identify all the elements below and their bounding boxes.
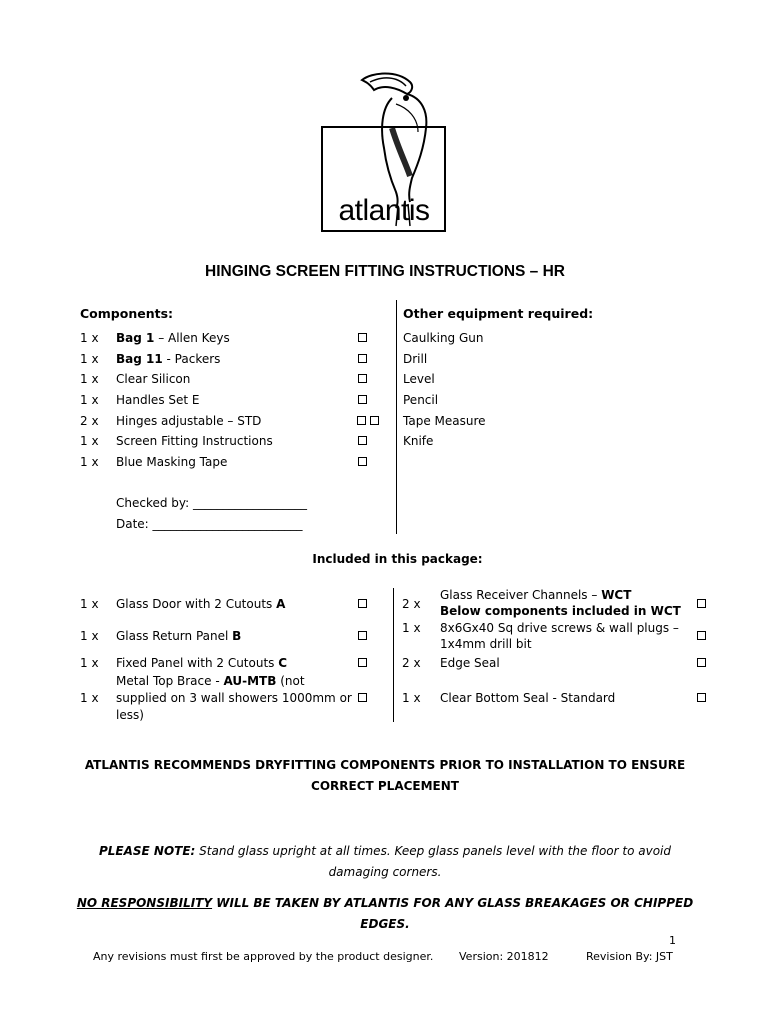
logo-wordmark: atlantis	[338, 194, 430, 227]
checked-by-field[interactable]: Checked by: ___________________	[116, 496, 308, 510]
package-qty: 1 x	[80, 691, 99, 705]
package-subheading: Below components included in WCT	[440, 604, 681, 618]
component-label: Bag 1 – Allen Keys	[116, 331, 230, 345]
equipment-item: Knife	[403, 434, 434, 448]
package-qty: 1 x	[80, 629, 99, 643]
checkbox[interactable]	[358, 631, 367, 640]
component-qty: 1 x	[80, 331, 99, 345]
responsibility-notice	[60, 893, 710, 935]
footer-revision-by: Revision By: JST	[586, 950, 673, 963]
package-item: Fixed Panel with 2 Cutouts C	[116, 656, 288, 670]
package-item: less)	[116, 708, 144, 722]
package-qty: 1 x	[402, 621, 421, 635]
checkbox[interactable]	[358, 374, 367, 383]
components-heading: Components:	[80, 306, 174, 321]
checkbox[interactable]	[697, 658, 706, 667]
package-qty: 2 x	[402, 656, 421, 670]
checkbox[interactable]	[358, 693, 367, 702]
equipment-heading: Other equipment required:	[403, 306, 594, 321]
package-item: 8x6Gx40 Sq drive screws & wall plugs –	[440, 621, 679, 635]
responsibility-line: EDGES.	[360, 917, 410, 931]
package-item: Glass Return Panel B	[116, 629, 242, 643]
component-label: Screen Fitting Instructions	[116, 434, 273, 448]
date-field[interactable]: Date: _________________________	[116, 517, 303, 531]
checkbox[interactable]	[358, 333, 367, 342]
please-note-line: PLEASE NOTE: Stand glass upright at all times. Keep glass panels level with the floor to avoid	[98, 844, 671, 858]
equipment-item: Caulking Gun	[403, 331, 484, 345]
recommendation	[60, 755, 710, 797]
equipment-item: Tape Measure	[403, 414, 486, 428]
component-label: Hinges adjustable – STD	[116, 414, 262, 428]
footer-version: Version: 201812	[459, 950, 549, 963]
package-qty: 2 x	[402, 597, 421, 611]
checkbox[interactable]	[358, 354, 367, 363]
package-item: supplied on 3 wall showers 1000mm or	[116, 691, 352, 705]
package-qty: 1 x	[80, 656, 99, 670]
column-divider	[396, 300, 397, 534]
recommendation-line: ATLANTIS RECOMMENDS DRYFITTING COMPONENTS PRIOR TO INSTALLATION TO ENSURE	[84, 758, 686, 772]
package-qty: 1 x	[80, 597, 99, 611]
package-item: 1x4mm drill bit	[440, 637, 532, 651]
equipment-item: Drill	[403, 352, 428, 366]
component-label: Clear Silicon	[116, 372, 191, 386]
component-qty: 1 x	[80, 393, 99, 407]
please-note	[60, 841, 710, 883]
page-title: HINGING SCREEN FITTING INSTRUCTIONS – HR	[205, 263, 565, 280]
package-divider	[393, 588, 394, 722]
package-item: Edge Seal	[440, 656, 500, 670]
checkbox[interactable]	[370, 416, 379, 425]
please-note-line: damaging corners.	[328, 865, 442, 879]
component-label: Bag 11 - Packers	[116, 352, 221, 366]
checkbox[interactable]	[357, 416, 366, 425]
component-qty: 1 x	[80, 455, 99, 469]
checkbox[interactable]	[358, 395, 367, 404]
checkbox[interactable]	[697, 693, 706, 702]
component-label: Handles Set E	[116, 393, 200, 407]
package-item: Glass Receiver Channels – WCT	[440, 588, 632, 602]
package-qty: 1 x	[402, 691, 421, 705]
checkbox[interactable]	[358, 599, 367, 608]
component-qty: 1 x	[80, 372, 99, 386]
component-qty: 1 x	[80, 434, 99, 448]
checkbox[interactable]	[697, 631, 706, 640]
component-qty: 1 x	[80, 352, 99, 366]
page-number: 1	[669, 934, 676, 947]
package-item: Glass Door with 2 Cutouts A	[116, 597, 286, 611]
footer-revisions: Any revisions must first be approved by the product designer.	[93, 950, 434, 963]
equipment-item: Level	[403, 372, 435, 386]
checkbox[interactable]	[358, 436, 367, 445]
component-qty: 2 x	[80, 414, 99, 428]
equipment-item: Pencil	[403, 393, 439, 407]
responsibility-line: NO RESPONSIBILITY WILL BE TAKEN BY ATLANTIS FOR ANY GLASS BREAKAGES OR CHIPPED	[76, 896, 694, 910]
recommendation-line: CORRECT PLACEMENT	[311, 779, 459, 793]
checkbox[interactable]	[697, 599, 706, 608]
package-item: Metal Top Brace - AU-MTB (not	[116, 674, 305, 688]
package-heading: Included in this package:	[312, 552, 483, 566]
component-label: Blue Masking Tape	[116, 455, 228, 469]
checkbox[interactable]	[358, 658, 367, 667]
checkbox[interactable]	[358, 457, 367, 466]
package-item: Clear Bottom Seal - Standard	[440, 691, 616, 705]
